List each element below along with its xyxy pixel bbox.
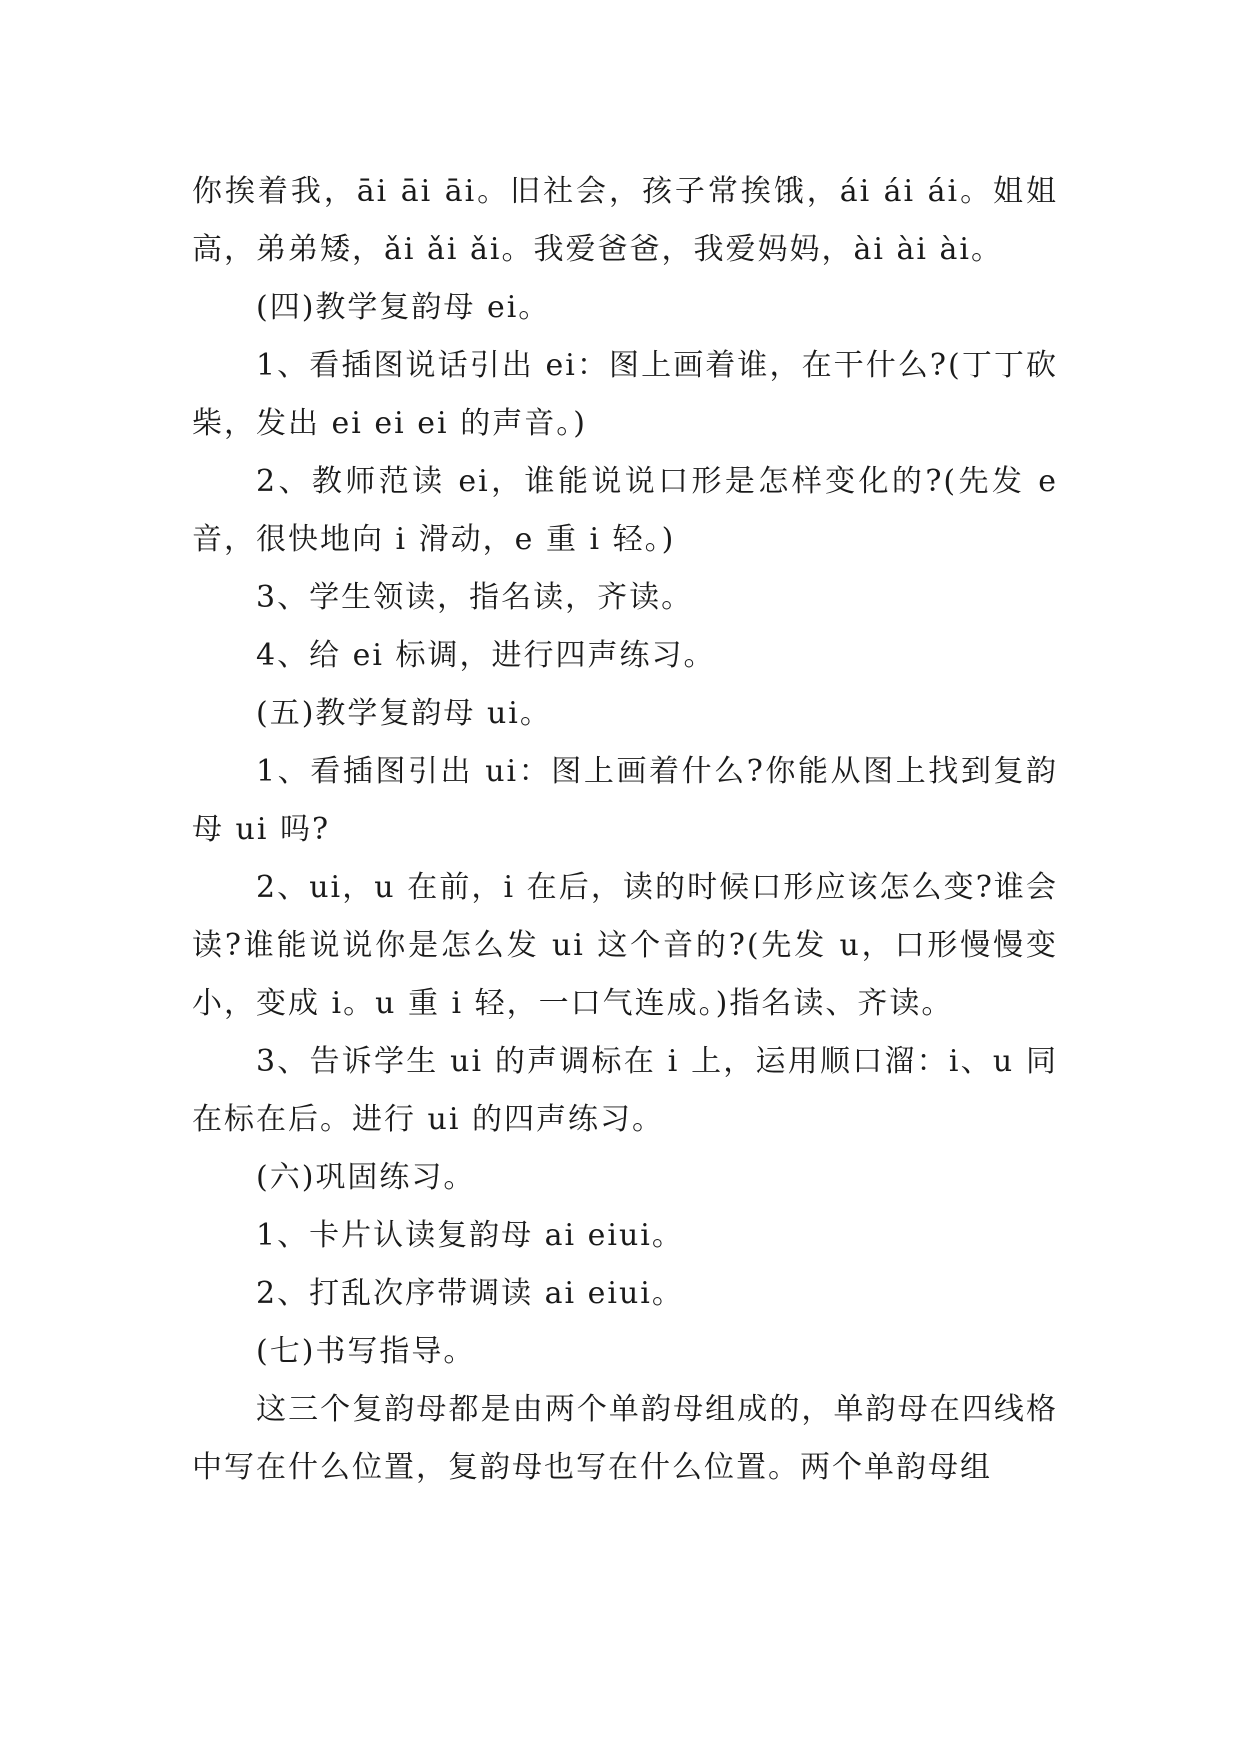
- paragraph-pinyin-ai-examples: 你挨着我，āi āi āi。旧社会，孩子常挨饿，ái ái ái。姐姐高，弟弟矮，ǎi ǎi ǎi。我爱爸爸，我爱妈妈，ài ài ài。: [192, 174, 1058, 267]
- practice-item-1: 1、卡片认读复韵母 ai eiui。: [256, 1218, 684, 1253]
- step-ui-3: 3、告诉学生 ui 的声调标在 i 上，运用顺口溜：i、u 同在标在后。进行 ui 的四声练习。: [192, 1044, 1058, 1137]
- heading-section-7: (七)书写指导。: [256, 1334, 476, 1369]
- practice-item-2: 2、打乱次序带调读 ai eiui。: [256, 1276, 684, 1311]
- step-ui-2: 2、ui，u 在前，i 在后，读的时候口形应该怎么变?谁会读?谁能说说你是怎么发 ui 这个音的?(先发 u，口形慢慢变小，变成 i。u 重 i 轻，一口气连成。)指名读、齐读。: [192, 870, 1058, 1021]
- step-ei-4: 4、给 ei 标调，进行四声练习。: [256, 638, 716, 673]
- step-ui-1: 1、看插图引出 ui：图上画着什么?你能从图上找到复韵母 ui 吗?: [192, 754, 1058, 847]
- document-body: [192, 163, 1058, 1497]
- heading-section-4: (四)教学复韵母 ei。: [256, 290, 551, 325]
- step-ei-1: 1、看插图说话引出 ei：图上画着谁，在干什么?(丁丁砍柴，发出 ei ei ei 的声音。): [192, 348, 1058, 441]
- heading-section-6: (六)巩固练习。: [256, 1160, 476, 1195]
- step-ei-2: 2、教师范读 ei，谁能说说口形是怎样变化的?(先发 e 音，很快地向 i 滑动，e 重 i 轻。): [192, 464, 1058, 557]
- writing-guidance-text: 这三个复韵母都是由两个单韵母组成的，单韵母在四线格中写在什么位置，复韵母也写在什么位置。两个单韵母组: [192, 1392, 1058, 1485]
- step-ei-3: 3、学生领读，指名读，齐读。: [256, 580, 694, 615]
- heading-section-5: (五)教学复韵母 ui。: [256, 696, 552, 731]
